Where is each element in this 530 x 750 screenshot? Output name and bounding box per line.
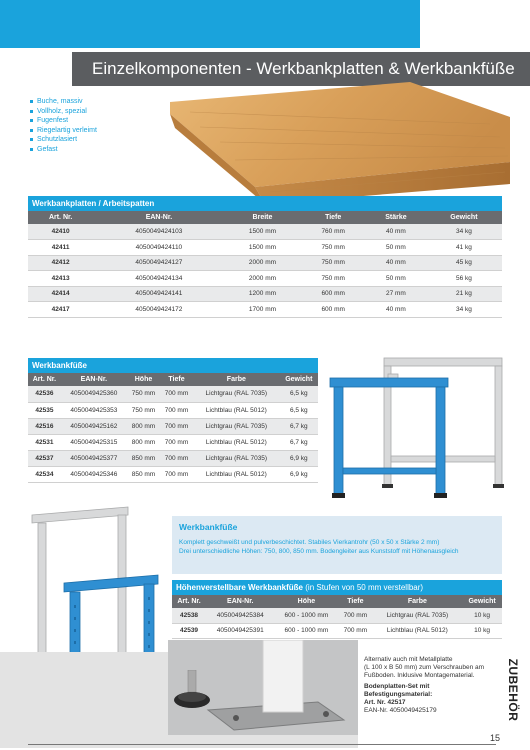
table-cell: 750 mm bbox=[127, 386, 160, 402]
caption-main: Höhenverstellbare Werkbankfüße bbox=[176, 583, 304, 592]
table-cell: 750 mm bbox=[300, 271, 366, 287]
table-cell: 700 mm bbox=[160, 466, 193, 482]
table-cell: Lichtgrau (RAL 7035) bbox=[372, 608, 462, 623]
table-cell: 1200 mm bbox=[225, 286, 301, 302]
table-cell: 2000 mm bbox=[225, 271, 301, 287]
table-cell: 56 kg bbox=[426, 271, 502, 287]
table-cell: 34 kg bbox=[426, 224, 502, 240]
table-cell: 600 mm bbox=[300, 286, 366, 302]
table-row bbox=[28, 240, 502, 256]
base-plate-article bbox=[364, 699, 499, 707]
table-cell: 4050049424110 bbox=[93, 240, 224, 256]
section-side-label bbox=[500, 640, 526, 740]
table-cell: 4050049425391 bbox=[206, 623, 275, 638]
info-title: Werkbankfüße bbox=[179, 522, 238, 532]
table-cell: 50 mm bbox=[366, 271, 426, 287]
table-cell: 4050049425377 bbox=[61, 450, 127, 466]
table-cell: 1500 mm bbox=[225, 240, 301, 256]
table-cell: 4050049424172 bbox=[93, 302, 224, 318]
table-cell: 40 mm bbox=[366, 224, 426, 240]
table-cell: 21 kg bbox=[426, 286, 502, 302]
plates-table bbox=[28, 196, 502, 318]
column-header: Art. Nr. bbox=[28, 373, 61, 386]
column-header: Gewicht bbox=[426, 211, 502, 224]
table-cell: 40 mm bbox=[366, 302, 426, 318]
table-cell: 42537 bbox=[28, 450, 61, 466]
table-cell: 700 mm bbox=[338, 623, 372, 638]
table-row bbox=[172, 608, 502, 623]
table-cell: 750 mm bbox=[300, 255, 366, 271]
table-caption bbox=[172, 580, 502, 595]
table-cell: Lichtblau (RAL 5012) bbox=[193, 466, 280, 482]
table-cell: 6,9 kg bbox=[280, 450, 318, 466]
info-text: Drei unterschiedliche Höhen: 750, 800, 850 mm. Bodengleiter aus Kunststoff mit Höhenausgleich bbox=[179, 548, 459, 555]
column-header: Tiefe bbox=[338, 595, 372, 608]
base-plate-text: Fußboden. Inklusive Montagematerial. bbox=[364, 672, 475, 679]
page-title: Einzelkomponenten - Werkbankplatten & Werkbankfüße bbox=[72, 52, 530, 86]
table-cell: 4050049425360 bbox=[61, 386, 127, 402]
table-cell: 42536 bbox=[28, 386, 61, 402]
base-plate-bold: Befestigungsmaterial: bbox=[364, 691, 433, 698]
adjustable-feet-table bbox=[172, 580, 502, 639]
column-header: Art. Nr. bbox=[172, 595, 206, 608]
table-cell: 850 mm bbox=[127, 450, 160, 466]
feature-item: Schutzlasiert bbox=[30, 135, 97, 145]
table-cell: 42538 bbox=[172, 608, 206, 623]
table-cell: 700 mm bbox=[338, 608, 372, 623]
column-header: Farbe bbox=[372, 595, 462, 608]
base-plate-text: (L 100 x B 50 mm) zum Verschrauben am bbox=[364, 664, 485, 671]
column-header: Stärke bbox=[366, 211, 426, 224]
table-cell: Lichtblau (RAL 5012) bbox=[372, 623, 462, 638]
column-header: Art. Nr. bbox=[28, 211, 93, 224]
table-cell: 41 kg bbox=[426, 240, 502, 256]
column-header: Tiefe bbox=[160, 373, 193, 386]
table-caption: Werkbankplatten / Arbeitspatten bbox=[28, 196, 502, 211]
table-cell: 600 mm bbox=[300, 302, 366, 318]
column-header: Höhe bbox=[275, 595, 339, 608]
table-cell: Lichtgrau (RAL 7035) bbox=[193, 418, 280, 434]
base-plate-description bbox=[364, 656, 499, 715]
leveling-foot-image bbox=[170, 670, 215, 720]
table-cell: Lichtblau (RAL 5012) bbox=[193, 402, 280, 418]
table-cell: 700 mm bbox=[160, 434, 193, 450]
table-row bbox=[28, 418, 318, 434]
table-row bbox=[172, 623, 502, 638]
table-cell: 6,5 kg bbox=[280, 386, 318, 402]
table-cell: 4050049425315 bbox=[61, 434, 127, 450]
table-cell: 750 mm bbox=[300, 240, 366, 256]
column-header: Farbe bbox=[193, 373, 280, 386]
workbench-plate-image bbox=[160, 82, 510, 204]
table-cell: 750 mm bbox=[127, 402, 160, 418]
table-caption: Werkbankfüße bbox=[28, 358, 318, 373]
workbench-feet-image bbox=[326, 352, 516, 502]
table-cell: 42516 bbox=[28, 418, 61, 434]
base-plate-ean: EAN-Nr. 4050049425179 bbox=[364, 707, 437, 714]
table-cell: 42531 bbox=[28, 434, 61, 450]
feature-item: Fugenfest bbox=[30, 116, 97, 126]
table-cell: 6,9 kg bbox=[280, 466, 318, 482]
table-cell: 42410 bbox=[28, 224, 93, 240]
table-cell: 760 mm bbox=[300, 224, 366, 240]
table-cell: 4050049424141 bbox=[93, 286, 224, 302]
table-cell: Lichtblau (RAL 5012) bbox=[193, 434, 280, 450]
table-cell: 42411 bbox=[28, 240, 93, 256]
feet-info-box bbox=[172, 516, 502, 574]
page-number: 15 bbox=[490, 733, 501, 743]
table-cell: 4050049425346 bbox=[61, 466, 127, 482]
base-plate-bold: Art. Nr. 42517 bbox=[364, 699, 406, 706]
table-row bbox=[28, 302, 502, 318]
feature-item: Gefast bbox=[30, 145, 97, 155]
table-cell: 4050049425384 bbox=[206, 608, 275, 623]
table-cell: 42535 bbox=[28, 402, 61, 418]
column-header: EAN-Nr. bbox=[93, 211, 224, 224]
table-cell: 42534 bbox=[28, 466, 61, 482]
table-body bbox=[28, 386, 318, 482]
table-cell: 700 mm bbox=[160, 450, 193, 466]
feature-item: Vollholz, spezial bbox=[30, 107, 97, 117]
base-plate-set-title bbox=[364, 691, 499, 699]
table-row bbox=[28, 286, 502, 302]
table-cell: 50 mm bbox=[366, 240, 426, 256]
table-cell: 4050049424103 bbox=[93, 224, 224, 240]
footer-divider bbox=[28, 744, 496, 745]
caption-sub: (in Stufen von 50 mm verstellbar) bbox=[305, 583, 424, 592]
table-cell: 10 kg bbox=[462, 623, 502, 638]
table-cell: 1700 mm bbox=[225, 302, 301, 318]
table-cell: 700 mm bbox=[160, 402, 193, 418]
column-header: Gewicht bbox=[462, 595, 502, 608]
table-cell: 34 kg bbox=[426, 302, 502, 318]
table-row bbox=[28, 386, 318, 402]
base-plate-set-title bbox=[364, 683, 499, 691]
column-header: EAN-Nr. bbox=[61, 373, 127, 386]
table-cell: 4050049424127 bbox=[93, 255, 224, 271]
side-label-text: ZUBEHÖR bbox=[506, 658, 520, 722]
table-body bbox=[172, 608, 502, 638]
table-cell: 700 mm bbox=[160, 418, 193, 434]
column-header: EAN-Nr. bbox=[206, 595, 275, 608]
table-cell: 40 mm bbox=[366, 255, 426, 271]
table-cell: 2000 mm bbox=[225, 255, 301, 271]
table-cell: 42414 bbox=[28, 286, 93, 302]
table-cell: 1500 mm bbox=[225, 224, 301, 240]
table-cell: 6,7 kg bbox=[280, 434, 318, 450]
table-cell: 4050049424134 bbox=[93, 271, 224, 287]
table-cell: 850 mm bbox=[127, 466, 160, 482]
table-cell: 45 kg bbox=[426, 255, 502, 271]
table-cell: 600 - 1000 mm bbox=[275, 608, 339, 623]
info-text: Komplett geschweißt und pulverbeschichtet. Stabiles Vierkantrohr (50 x 50 x Stärke 2 mm) bbox=[179, 539, 440, 546]
table-cell: 10 kg bbox=[462, 608, 502, 623]
table-cell: 27 mm bbox=[366, 286, 426, 302]
table-cell: 6,5 kg bbox=[280, 402, 318, 418]
table-cell: 42412 bbox=[28, 255, 93, 271]
table-row bbox=[28, 271, 502, 287]
feature-item: Buche, massiv bbox=[30, 97, 97, 107]
top-accent-band bbox=[0, 0, 420, 48]
table-cell: 600 - 1000 mm bbox=[275, 623, 339, 638]
table-cell: 4050049425162 bbox=[61, 418, 127, 434]
feature-list bbox=[30, 97, 97, 155]
feature-item: Riegelartig verleimt bbox=[30, 126, 97, 136]
column-header: Breite bbox=[225, 211, 301, 224]
table-cell: 800 mm bbox=[127, 418, 160, 434]
table-row bbox=[28, 434, 318, 450]
column-header: Gewicht bbox=[280, 373, 318, 386]
table-row bbox=[28, 402, 318, 418]
table-row bbox=[28, 450, 318, 466]
base-plate-text: Alternativ auch mit Metallplatte bbox=[364, 656, 453, 663]
table-cell: Lichtgrau (RAL 7035) bbox=[193, 386, 280, 402]
column-header: Tiefe bbox=[300, 211, 366, 224]
base-plate-bold: Bodenplatten-Set mit bbox=[364, 683, 430, 690]
table-cell: 42413 bbox=[28, 271, 93, 287]
table-cell: 700 mm bbox=[160, 386, 193, 402]
table-cell: 4050049425353 bbox=[61, 402, 127, 418]
table-row bbox=[28, 466, 318, 482]
table-cell: 6,7 kg bbox=[280, 418, 318, 434]
table-cell: 42417 bbox=[28, 302, 93, 318]
table-cell: Lichtgrau (RAL 7035) bbox=[193, 450, 280, 466]
table-cell: 800 mm bbox=[127, 434, 160, 450]
table-row bbox=[28, 255, 502, 271]
table-cell: 42539 bbox=[172, 623, 206, 638]
feet-table bbox=[28, 358, 318, 483]
table-row bbox=[28, 224, 502, 240]
table-body bbox=[28, 224, 502, 317]
column-header: Höhe bbox=[127, 373, 160, 386]
